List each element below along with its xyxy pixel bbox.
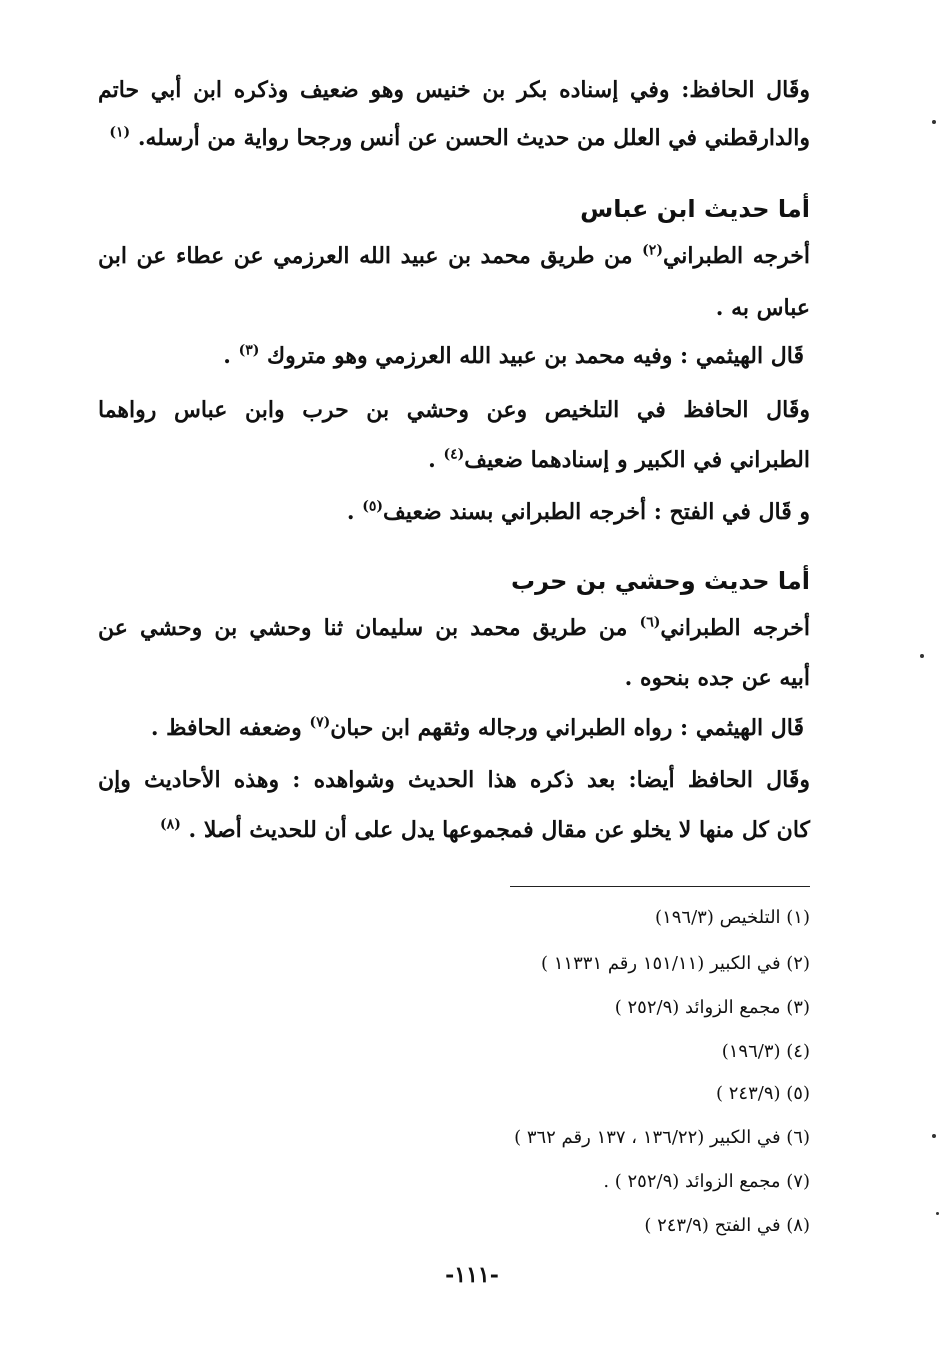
footnote-item: [390, 950, 810, 978]
footnote-separator: [510, 886, 810, 887]
scan-speck: [920, 654, 924, 658]
footnote-text: (١) التلخيص (١٩٦/٣): [655, 907, 810, 928]
footnote-item: [390, 1168, 810, 1196]
footnote-item: [390, 1038, 810, 1066]
footnote-item: [390, 994, 810, 1022]
footnote-ref[interactable]: (١): [109, 124, 131, 141]
line-text: .: [346, 499, 355, 525]
footnote-text: (٥) (٢٤٣/٩ ): [716, 1083, 810, 1104]
line-text: قَال الهيثمي : وفيه محمد بن عبيد الله العرزمي وهو متروك: [267, 343, 804, 369]
text-line: [98, 496, 810, 528]
footnote-text: (٢) في الكبير (١٥١/١١ رقم ١١٣٣١ ): [541, 953, 810, 974]
line-text: الطبراني في الكبير و إسنادهما ضعيف: [464, 447, 810, 473]
page-number: [0, 1262, 944, 1288]
scan-speck: [932, 1134, 936, 1138]
footnote-item: [390, 904, 810, 932]
text-line: [98, 764, 810, 796]
footnote-item: [390, 1212, 810, 1240]
line-text: والدارقطني في العلل من حديث الحسن عن أنس ورجحا رواية من أرسله.: [137, 125, 810, 151]
footnote-text: (٨) في الفتح (٢٤٣/٩ ): [644, 1215, 810, 1236]
footnote-ref[interactable]: (٦): [639, 614, 661, 631]
line-text: قَال الهيثمي : رواه الطبراني ورجاله وثقهم ابن حبان: [330, 715, 804, 741]
text-line: [98, 612, 810, 644]
footnote-ref[interactable]: (٤): [443, 446, 465, 463]
footnote-ref[interactable]: (٧): [309, 714, 331, 731]
footnote-text: (٦) في الكبير (١٣٦/٢٢ ، ١٣٧ رقم ٣٦٢ ): [514, 1127, 810, 1148]
footnote-text: (٧) مجمع الزوائد (٢٥٢/٩ ) .: [603, 1171, 810, 1192]
footnote-ref[interactable]: (٣): [238, 342, 260, 359]
main-text: [98, 0, 810, 880]
line-text: وقَال الحافظ أيضا: بعد ذكره هذا الحديث وشواهده : وهذه الأحاديث وإن: [98, 767, 810, 793]
text-line: [92, 712, 804, 744]
scan-speck: [936, 1212, 939, 1215]
page-number-text: -١١١-: [445, 1262, 499, 1288]
footnote-item: [390, 1080, 810, 1108]
text-line: [98, 292, 810, 324]
line-text: وقَال الحافظ في التلخيص وعن وحشي بن حرب وابن عباس رواهما: [98, 397, 810, 423]
text-line: [98, 74, 810, 106]
section-heading: [580, 192, 810, 226]
footnote-ref[interactable]: (٨): [160, 816, 181, 833]
line-text: من طريق محمد بن عبيد الله العرزمي عن عطاء عن ابن: [98, 243, 633, 269]
line-text: .: [223, 343, 231, 369]
text-line: [98, 394, 810, 426]
line-text: .: [428, 447, 436, 473]
text-line: [98, 662, 810, 694]
line-text: من طريق محمد بن سليمان ثنا وحشي بن وحشي عن: [98, 615, 628, 641]
footnote-ref[interactable]: (٢): [642, 242, 663, 259]
heading-text: أما حديث ابن عباس: [580, 195, 810, 223]
scan-speck: [932, 120, 936, 124]
line-text: أخرجه الطبراني: [660, 615, 810, 641]
footnote-item: [390, 1124, 810, 1152]
line-text: أخرجه الطبراني: [662, 243, 810, 269]
footnote-text: (٤) (١٩٦/٣): [721, 1041, 810, 1062]
line-text: أبيه عن جده بنحوه .: [624, 665, 810, 691]
line-text: وقَال الحافظ: وفي إسناده بكر بن خنيس وهو ضعيف وذكره ابن أبي حاتم: [98, 77, 810, 103]
footnote-text: (٣) مجمع الزوائد (٢٥٢/٩ ): [614, 997, 810, 1018]
line-text: عباس به .: [715, 295, 810, 321]
heading-text: أما حديث وحشي بن حرب: [511, 567, 810, 595]
section-heading: [511, 564, 810, 598]
text-line: [98, 814, 810, 846]
line-text: وضعفه الحافظ .: [150, 715, 302, 741]
text-line: [98, 240, 810, 272]
footnote-ref[interactable]: (٥): [362, 498, 384, 515]
line-text: كان كل منها لا يخلو عن مقال فمجموعها يدل على أن للحديث أصلا .: [188, 817, 810, 843]
text-line: [98, 444, 810, 476]
line-text: و قَال في الفتح : أخرجه الطبراني بسند ضعيف: [383, 499, 810, 525]
text-line: [92, 340, 804, 372]
text-line: [98, 122, 810, 154]
